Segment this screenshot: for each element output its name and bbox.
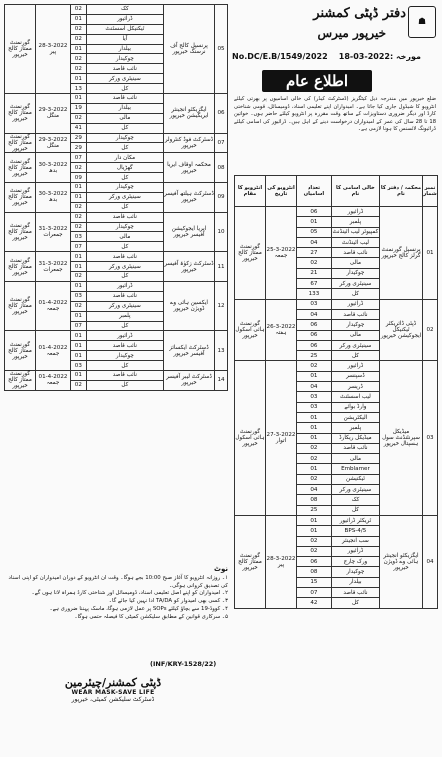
government-seal-icon: ☗ xyxy=(408,6,436,38)
department-name: ایکسین ہائی وے ڈویژن خیرپور xyxy=(164,281,215,330)
post-count: 67 xyxy=(297,279,332,289)
serial-number: 03 xyxy=(423,361,438,515)
post-name: وارڈ بوائے xyxy=(331,402,379,412)
post-name: ڈرائیور xyxy=(331,546,379,556)
note-line: ۱۔ روزانہ انٹرویو کا آغاز صبح 10:00 بجے ہوگا۔ وقت ان انٹرویو کے دوران امیدواران کو اپنی اسناد کی تصدیق کروانی ہوگی۔ xyxy=(8,574,228,589)
column-header: انٹرویو کی تاریخ xyxy=(266,176,297,207)
department-name: ایریا ایجوکیشن آفیسر خیرپور xyxy=(164,212,215,252)
interview-date: 29-3-2022 منگل xyxy=(36,94,71,134)
table-row xyxy=(5,331,228,341)
post-name: نائب قاصد xyxy=(86,370,163,380)
note-line: ۲۔ امیدواران کو اپنے اصل تعلیمی اسناد، ڈومیسائل اور شناختی کارڈ ہمراہ لانا ہوں گے۔ xyxy=(31,590,228,597)
serial-number: 02 xyxy=(423,299,438,361)
post-count: 41 xyxy=(71,123,87,133)
post-count: 02 xyxy=(297,454,332,464)
post-name: Emblamer xyxy=(331,464,379,474)
post-name: چوکیدار xyxy=(86,183,163,193)
department-name: ڈسٹرکٹ ایکسائز آفیسر خیرپور xyxy=(164,331,215,371)
interview-date: 01-4-2022 جمعہ xyxy=(36,331,71,371)
department-name: محکمہ اوقاف ایریا خیرپور xyxy=(164,153,215,183)
post-name: ڈرائیور xyxy=(86,281,163,291)
post-name: بیلدار xyxy=(331,577,379,587)
table-row xyxy=(5,252,228,262)
department-name: ڈپٹی ڈائریکٹر ٹیکنیکل ایجوکیشن خیرپور xyxy=(380,299,423,361)
post-count: 02 xyxy=(71,64,87,74)
post-count: 25 xyxy=(297,505,332,515)
post-name: نائب قاصد xyxy=(86,252,163,262)
post-name: سینیٹری ورکر xyxy=(331,279,379,289)
signatory-title: ڈپٹی کمشنر/چیئرمین xyxy=(64,676,162,689)
post-count: 02 xyxy=(71,113,87,123)
post-count: 29 xyxy=(71,133,87,143)
post-name: ڈریسر xyxy=(331,382,379,392)
post-name: کل xyxy=(86,123,163,133)
interview-venue: گورنمنٹ ممتاز کالج خیرپور xyxy=(235,515,266,608)
notes-title: نوٹ xyxy=(213,565,228,573)
note-line: ۴۔ کووڈ-19 سے بچاؤ کیلئے SOPs پر عمل لازمی ہوگا، ماسک پہننا ضروری ہے۔ xyxy=(49,605,228,612)
department-name: ڈسٹرکٹ ہیلتھ آفیسر خیرپور xyxy=(164,183,215,213)
post-name: ڈرائیور xyxy=(86,14,163,24)
post-name: نائب قاصد xyxy=(331,248,379,258)
post-count: 19 xyxy=(71,103,87,113)
post-count: 04 xyxy=(297,309,332,319)
post-count: 06 xyxy=(297,207,332,217)
interview-venue: گورنمنٹ ممتاز کالج خیرپور xyxy=(235,207,266,300)
post-count: 02 xyxy=(297,258,332,268)
inf-code: (INF/KRY-1528/22) xyxy=(150,660,217,668)
post-count: 21 xyxy=(297,268,332,278)
post-count: 01 xyxy=(71,262,87,272)
interview-date: 27-3-2022 اتوار xyxy=(266,361,297,515)
table-row xyxy=(5,183,228,193)
post-name: ڈرائیور xyxy=(331,299,379,309)
post-count: 03 xyxy=(297,299,332,309)
interview-date: 31-3-2022 جمعرات xyxy=(36,252,71,282)
post-count: 01 xyxy=(297,433,332,443)
post-count: 25 xyxy=(297,351,332,361)
serial-number: 04 xyxy=(423,515,438,608)
post-name: کل xyxy=(86,143,163,153)
post-name: بیلدار xyxy=(86,103,163,113)
post-count: 02 xyxy=(71,212,87,222)
post-name: کل xyxy=(331,598,379,608)
post-count: 01 xyxy=(71,331,87,341)
post-name: کل xyxy=(86,242,163,252)
vacancy-table-left xyxy=(4,4,228,391)
post-name: مالی xyxy=(331,330,379,340)
post-name: چوکیدار xyxy=(86,222,163,232)
post-count: 04 xyxy=(297,485,332,495)
post-name: میڈیکل ریکارڈ xyxy=(331,433,379,443)
office-title: دفتر ڈپٹی کمشنر xyxy=(313,6,406,21)
table-row xyxy=(235,299,438,309)
department-name: ایگزیکٹو انجینئر ہائی وے ڈویژن خیرپور xyxy=(380,515,423,608)
table-row xyxy=(5,5,228,15)
post-count: 06 xyxy=(297,330,332,340)
intro-paragraph: ضلع خیرپور میں مندرجہ ذیل کیٹگریز (ڈسٹرکٹ کیڈر) کی خالی اسامیوں پر بھرتی کیلئے انٹرویو کا شیڈول جاری کیا جاتا ہے۔ امیدواران اپنے تعلیمی اسناد، ڈومیسائل، قومی شناختی کارڈ اور دیگر ضروری دستاویزات کے ساتھ وقت مقررہ پر انٹرویو کیلئے حاضر ہوں۔ خواتین 18 تا 28 سال کی عمر کے امیدواران درخواست دینے کے اہل ہیں۔ ڈرائیور کی اسامی کیلئے ڈرائیونگ لائسنس کا ہونا لازمی ہے۔ xyxy=(234,96,436,133)
post-count: 01 xyxy=(71,311,87,321)
post-count: 01 xyxy=(71,74,87,84)
post-name: پلمبر xyxy=(331,423,379,433)
post-count: 06 xyxy=(297,340,332,350)
table-row xyxy=(235,207,438,217)
post-count: 02 xyxy=(71,5,87,15)
interview-venue: گورنمنٹ ممتاز کالج خیرپور xyxy=(5,370,36,390)
post-count: 02 xyxy=(297,546,332,556)
post-name: مالی xyxy=(331,454,379,464)
interview-date: 28-3-2022 پیر xyxy=(36,5,71,94)
post-name: کل xyxy=(86,272,163,282)
serial-number: 01 xyxy=(423,207,438,300)
post-count: 07 xyxy=(71,153,87,163)
department-name: ڈسٹرکٹ زکوٰۃ آفیسر خیرپور xyxy=(164,252,215,282)
note-line: ۳۔ کسی بھی امیدوار کو TA/DA ادا نہیں کیا جائے گا۔ xyxy=(108,598,228,605)
post-name: کل xyxy=(331,351,379,361)
post-count: 04 xyxy=(297,382,332,392)
table-row xyxy=(235,515,438,525)
post-count: 08 xyxy=(297,567,332,577)
interview-venue: گورنمنٹ ممتاز کالج خیرپور xyxy=(5,133,36,153)
notes-section xyxy=(4,566,228,622)
column-header: خالی اسامی کا نام xyxy=(331,176,379,207)
post-name: چوکیدار xyxy=(331,268,379,278)
post-name: نائب قاصد xyxy=(331,443,379,453)
department-name: ڈسٹرکٹ لیبر آفیسر خیرپور xyxy=(164,370,215,390)
post-count: 09 xyxy=(71,173,87,183)
table-row xyxy=(5,133,228,143)
serial-number: 06 xyxy=(215,94,228,134)
interview-venue: گورنمنٹ ہائی اسکول خیرپور xyxy=(235,361,266,515)
post-name: ٹیکنیشن xyxy=(331,474,379,484)
serial-number: 10 xyxy=(215,212,228,252)
post-name: نائب قاصد xyxy=(331,309,379,319)
post-name: ٹیکنیکل اسسٹنٹ xyxy=(86,24,163,34)
post-count: 15 xyxy=(297,577,332,587)
post-count: 03 xyxy=(297,392,332,402)
post-name: کل xyxy=(86,202,163,212)
interview-venue: گورنمنٹ ممتاز کالج خیرپور xyxy=(5,252,36,282)
post-name: چوکیدار xyxy=(86,54,163,64)
vacancy-table-right xyxy=(234,175,438,609)
post-name: پلمبر xyxy=(331,217,379,227)
post-count: 03 xyxy=(297,402,332,412)
post-count: 08 xyxy=(297,495,332,505)
post-count: 02 xyxy=(71,163,87,173)
post-count: 02 xyxy=(297,536,332,546)
post-count: 01 xyxy=(297,515,332,525)
post-count: 06 xyxy=(297,557,332,567)
post-name: سینیٹری ورکر xyxy=(331,485,379,495)
department-name: پرنسپل گورنمنٹ گرلز کالج خیرپور xyxy=(380,207,423,300)
post-name: نائب قاصد xyxy=(86,341,163,351)
post-name: کمپیوٹر لیب اٹینڈنٹ xyxy=(331,227,379,237)
public-notice-banner: اطلاع عام xyxy=(262,70,372,92)
post-count: 01 xyxy=(297,423,332,433)
post-name: چوکیدار xyxy=(331,320,379,330)
post-name: کل xyxy=(86,321,163,331)
committee-name: ڈسٹرکٹ سلیکشن کمیٹی، خیرپور xyxy=(71,696,155,703)
post-name: ورک چارج xyxy=(331,557,379,567)
post-count: 02 xyxy=(297,361,332,371)
post-name: پلمبر xyxy=(86,311,163,321)
post-count: 29 xyxy=(71,143,87,153)
post-count: 03 xyxy=(71,361,87,371)
column-header: انٹرویو کا مقام xyxy=(235,176,266,207)
table-row xyxy=(5,281,228,291)
post-name: کل xyxy=(86,380,163,390)
post-count: 27 xyxy=(297,248,332,258)
post-count: 02 xyxy=(71,34,87,44)
reference-line xyxy=(232,52,438,61)
post-count: 02 xyxy=(71,202,87,212)
interview-venue: گورنمنٹ ممتاز کالج خیرپور xyxy=(5,281,36,330)
post-count: 01 xyxy=(297,412,332,422)
interview-date: 30-3-2022 بدھ xyxy=(36,183,71,213)
department-name: میڈیکل سپرنٹنڈنٹ سول ہسپتال خیرپور xyxy=(380,361,423,515)
post-count: 07 xyxy=(71,242,87,252)
serial-number: 12 xyxy=(215,281,228,330)
post-name: ڈرائیور xyxy=(331,207,379,217)
interview-venue: گورنمنٹ ممتاز کالج خیرپور xyxy=(5,5,36,94)
post-name: ڈرائیور xyxy=(86,331,163,341)
post-name: ڈسپنسر xyxy=(331,371,379,381)
post-name: کک xyxy=(331,495,379,505)
interview-venue: گورنمنٹ ممتاز کالج خیرپور xyxy=(5,331,36,371)
table-row xyxy=(5,94,228,104)
post-count: 03 xyxy=(71,291,87,301)
column-header: تعداد اسامیاں xyxy=(297,176,332,207)
interview-venue: گورنمنٹ ہائی اسکول خیرپور xyxy=(235,299,266,361)
note-line: ۵۔ سرکاری قوانین کے مطابق سلیکشن کمیٹی کا فیصلہ حتمی ہوگا۔ xyxy=(74,613,228,620)
post-count: 02 xyxy=(71,24,87,34)
post-count: 01 xyxy=(71,281,87,291)
post-name: کل xyxy=(86,361,163,371)
post-count: 07 xyxy=(297,587,332,597)
post-count: 01 xyxy=(71,351,87,361)
table-row xyxy=(5,370,228,380)
post-name: آیا xyxy=(86,34,163,44)
post-count: 02 xyxy=(71,380,87,390)
reference-date: 18-03-2022: مورخہ xyxy=(338,52,421,61)
post-count: 02 xyxy=(71,272,87,282)
post-name: نائب قاصد xyxy=(86,64,163,74)
post-count: 05 xyxy=(297,227,332,237)
serial-number: 14 xyxy=(215,370,228,390)
interview-date: 30-3-2022 بدھ xyxy=(36,153,71,183)
table-row xyxy=(5,153,228,163)
post-name: نائب قاصد xyxy=(86,94,163,104)
post-count: 133 xyxy=(297,289,332,299)
column-header: محکمہ / دفتر کا نام xyxy=(380,176,423,207)
office-subtitle: خیرپور میرس xyxy=(317,26,386,40)
post-count: 06 xyxy=(297,320,332,330)
post-count: 01 xyxy=(297,526,332,536)
post-count: 01 xyxy=(71,183,87,193)
post-count: 01 xyxy=(71,94,87,104)
post-name: کل xyxy=(86,173,163,183)
post-name: ڈرائیور xyxy=(331,361,379,371)
department-name: ایگزیکٹو انجینئر ایریگیشن خیرپور xyxy=(164,94,215,134)
interview-date: 29-3-2022 منگل xyxy=(36,133,71,153)
table-row xyxy=(5,212,228,222)
notes-list xyxy=(4,575,228,622)
post-name: چوکیدار xyxy=(86,351,163,361)
post-name: مالی xyxy=(86,232,163,242)
interview-date: 25-3-2022 جمعہ xyxy=(266,207,297,300)
post-name: سینیٹری ورکر xyxy=(331,340,379,350)
serial-number: 09 xyxy=(215,183,228,213)
post-name: مالی xyxy=(331,258,379,268)
serial-number: 08 xyxy=(215,153,228,183)
post-count: 01 xyxy=(297,371,332,381)
post-name: سینیٹری ورکر xyxy=(86,262,163,272)
post-count: 01 xyxy=(71,14,87,24)
post-name: گھڑیال xyxy=(86,163,163,173)
department-name: ڈسٹرکٹ فوڈ کنٹرولر خیرپور xyxy=(164,133,215,153)
post-name: کل xyxy=(331,505,379,515)
post-name: لیب اٹینڈنٹ xyxy=(331,237,379,247)
post-count: 02 xyxy=(71,54,87,64)
post-name: نائب قاصد xyxy=(86,212,163,222)
post-count: 02 xyxy=(71,301,87,311)
interview-venue: گورنمنٹ ممتاز کالج خیرپور xyxy=(5,94,36,134)
post-count: 01 xyxy=(71,192,87,202)
interview-date: 31-3-2022 جمعرات xyxy=(36,212,71,252)
interview-date: 26-3-2022 ہفتہ xyxy=(266,299,297,361)
post-name: الیکٹریشن xyxy=(331,412,379,422)
post-count: 42 xyxy=(297,598,332,608)
post-name: مالی xyxy=(86,113,163,123)
post-name: سینیٹری ورکر xyxy=(86,74,163,84)
post-count: 01 xyxy=(297,464,332,474)
post-count: 01 xyxy=(71,341,87,351)
reference-number: No.DC/E.B/1549/2022 xyxy=(232,52,328,61)
interview-date: 28-3-2022 پیر xyxy=(266,515,297,608)
column-header: نمبر شمار xyxy=(423,176,438,207)
post-name: ٹریکٹر ڈرائیور xyxy=(331,515,379,525)
serial-number: 13 xyxy=(215,331,228,371)
signature-block xyxy=(38,676,188,703)
post-count: 01 xyxy=(71,44,87,54)
interview-venue: گورنمنٹ ممتاز کالج خیرپور xyxy=(5,212,36,252)
post-count: 01 xyxy=(297,217,332,227)
post-name: کل xyxy=(331,289,379,299)
post-name: چوکیدار xyxy=(86,133,163,143)
post-name: سب انجینئر xyxy=(331,536,379,546)
post-name: کک xyxy=(86,5,163,15)
post-name: کل xyxy=(86,84,163,94)
post-count: 01 xyxy=(71,370,87,380)
post-name: بیلدار xyxy=(86,44,163,54)
department-name: پرنسپل کالج آف نرسنگ خیرپور xyxy=(164,5,215,94)
post-name: BPS-4/5 xyxy=(331,526,379,536)
post-count: 02 xyxy=(297,443,332,453)
post-name: نائب قاصد xyxy=(331,587,379,597)
post-count: 07 xyxy=(71,321,87,331)
serial-number: 05 xyxy=(215,5,228,94)
post-name: سینیٹری ورکر xyxy=(86,301,163,311)
serial-number: 11 xyxy=(215,252,228,282)
table-header-row xyxy=(235,176,438,207)
post-count: 04 xyxy=(297,237,332,247)
post-name: چوکیدار xyxy=(331,567,379,577)
table-row xyxy=(235,361,438,371)
post-count: 02 xyxy=(297,474,332,484)
post-count: 13 xyxy=(71,84,87,94)
post-count: 01 xyxy=(71,252,87,262)
mask-slogan: WEAR MASK-SAVE LIFE xyxy=(71,689,155,696)
post-count: 03 xyxy=(71,232,87,242)
post-count: 02 xyxy=(71,222,87,232)
interview-date: 01-4-2022 جمعہ xyxy=(36,370,71,390)
serial-number: 07 xyxy=(215,133,228,153)
interview-venue: گورنمنٹ ممتاز کالج خیرپور xyxy=(5,153,36,183)
post-name: سینیٹری ورکر xyxy=(86,192,163,202)
interview-date: 01-4-2022 جمعہ xyxy=(36,281,71,330)
post-name: مکان دار xyxy=(86,153,163,163)
post-name: نائب قاصد xyxy=(86,291,163,301)
post-name: لیب اسسٹنٹ xyxy=(331,392,379,402)
interview-venue: گورنمنٹ ممتاز کالج خیرپور xyxy=(5,183,36,213)
